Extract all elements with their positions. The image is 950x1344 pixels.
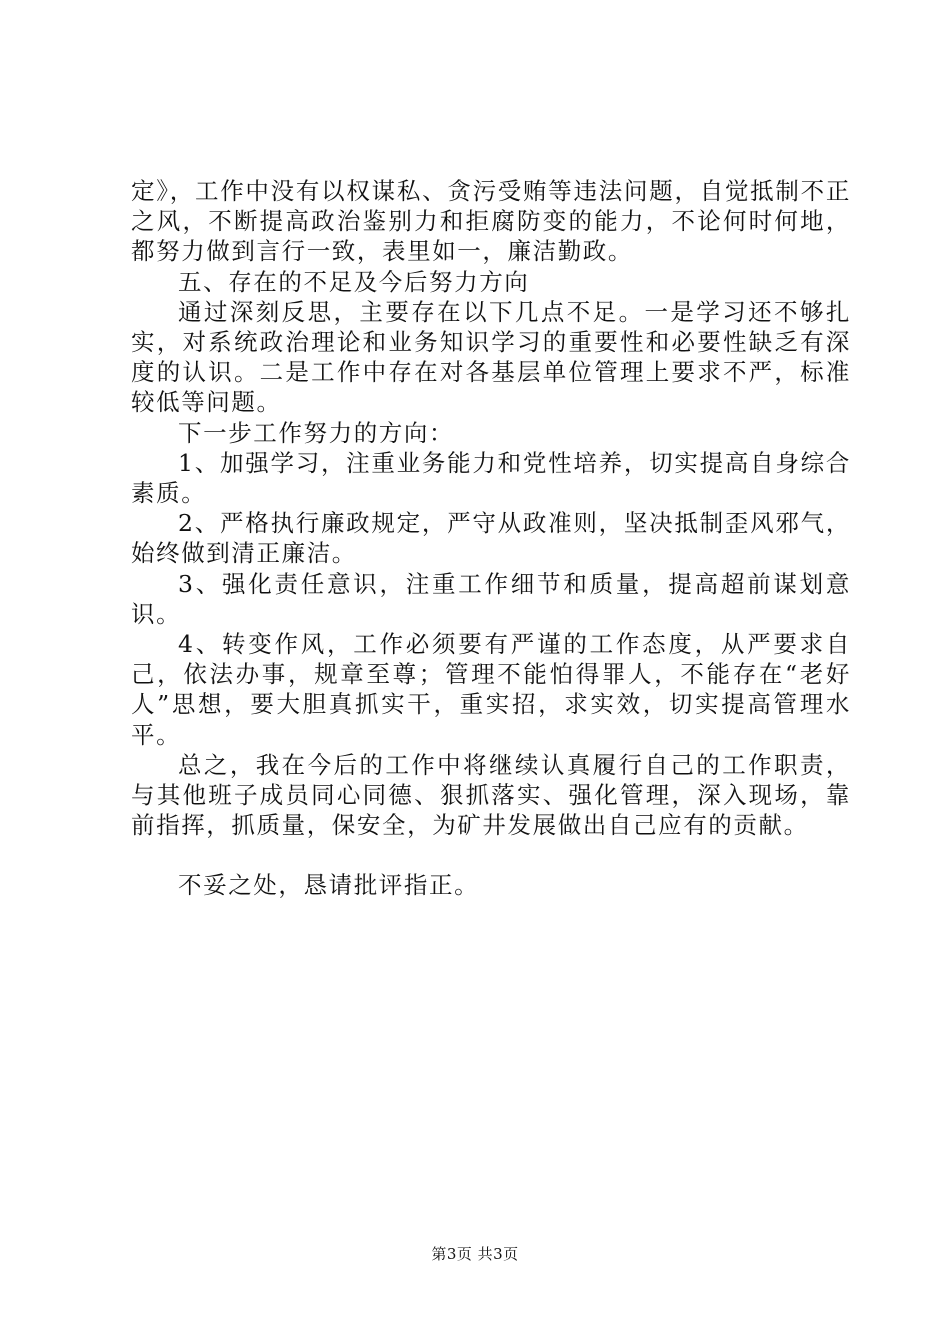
list-item-1: 1、加强学习，注重业务能力和党性培养，切实提高自身综合素质。	[131, 448, 851, 508]
document-body	[131, 176, 851, 901]
paragraph-summary: 总之，我在今后的工作中将继续认真履行自己的工作职责，与其他班子成员同心同德、狠抓落实、强化管理，深入现场，靠前指挥，抓质量，保安全，为矿井发展做出自己应有的贡献。	[131, 750, 851, 840]
list-item-3: 3、强化责任意识，注重工作细节和质量，提高超前谋划意识。	[131, 569, 851, 628]
list-item-2: 2、严格执行廉政规定，严守从政准则，坚决抵制歪风邪气，始终做到清正廉洁。	[131, 509, 851, 568]
page-footer: 第3页 共3页	[431, 1245, 519, 1263]
list-item-4: 4、转变作风，工作必须要有严谨的工作态度，从严要求自己，依法办事，规章至尊；管理不能怕得罪人，不能存在“老好人”思想，要大胆真抓实干，重实招，求实效，切实提高管理水平。	[131, 630, 851, 749]
paragraph-shortcomings: 通过深刻反思，主要存在以下几点不足。一是学习还不够扎实，对系统政治理论和业务知识学习的重要性和必要性缺乏有深度的认识。二是工作中存在对各基层单位管理上要求不严，标准较低等问题。	[131, 297, 851, 417]
paragraph-continuation: 定》，工作中没有以权谋私、贪污受贿等违法问题，自觉抵制不正之风，不断提高政治鉴别力和拒腐防变的能力，不论何时何地，都努力做到言行一致，表里如一，廉洁勤政。	[131, 177, 851, 266]
paragraph-closing: 不妥之处，恳请批评指正。	[178, 871, 480, 900]
section-heading-five: 五、存在的不足及今后努力方向	[178, 267, 530, 296]
paragraph-next-steps-intro: 下一步工作努力的方向：	[178, 418, 455, 447]
